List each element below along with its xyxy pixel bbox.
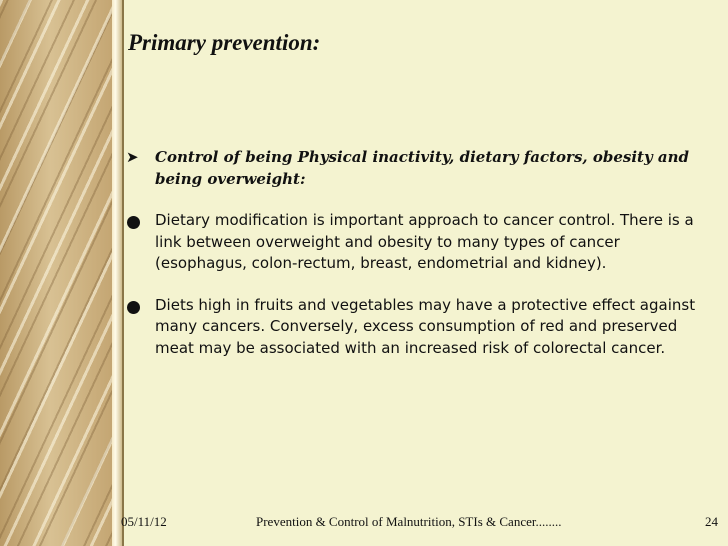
decorative-wood-band [0, 0, 112, 546]
bullet-text-1: Control of being Physical inactivity, dietary factors, obesity and being overweight: [155, 148, 690, 188]
slide-title: Primary prevention: [128, 30, 321, 55]
footer-title: Prevention & Control of Malnutrition, STIs & Cancer........ [256, 514, 562, 529]
bullet-text-2: Dietary modification is important approach to cancer control. There is a link between overweight and obesity to many types of cancer (esophagus, colon-rectum, breast, endometrial and kidney). [155, 211, 694, 272]
bullet-item-3 [126, 295, 696, 360]
bullet-list [126, 147, 696, 379]
dot-icon [127, 301, 140, 314]
footer-date: 05/11/12 [121, 514, 167, 529]
page-number: 24 [705, 514, 718, 529]
bullet-item-1 [126, 147, 696, 190]
arrow-icon: ➤ [126, 150, 139, 166]
band-divider [112, 0, 122, 546]
dot-icon [127, 216, 140, 229]
bullet-text-3: Diets high in fruits and vegetables may have a protective effect against many cancers. Conversely, excess consumption of red and preserved meat may be associated with an increased risk of colorectal cancer. [155, 295, 696, 357]
bullet-item-2 [126, 210, 696, 275]
divider-line [122, 0, 124, 546]
